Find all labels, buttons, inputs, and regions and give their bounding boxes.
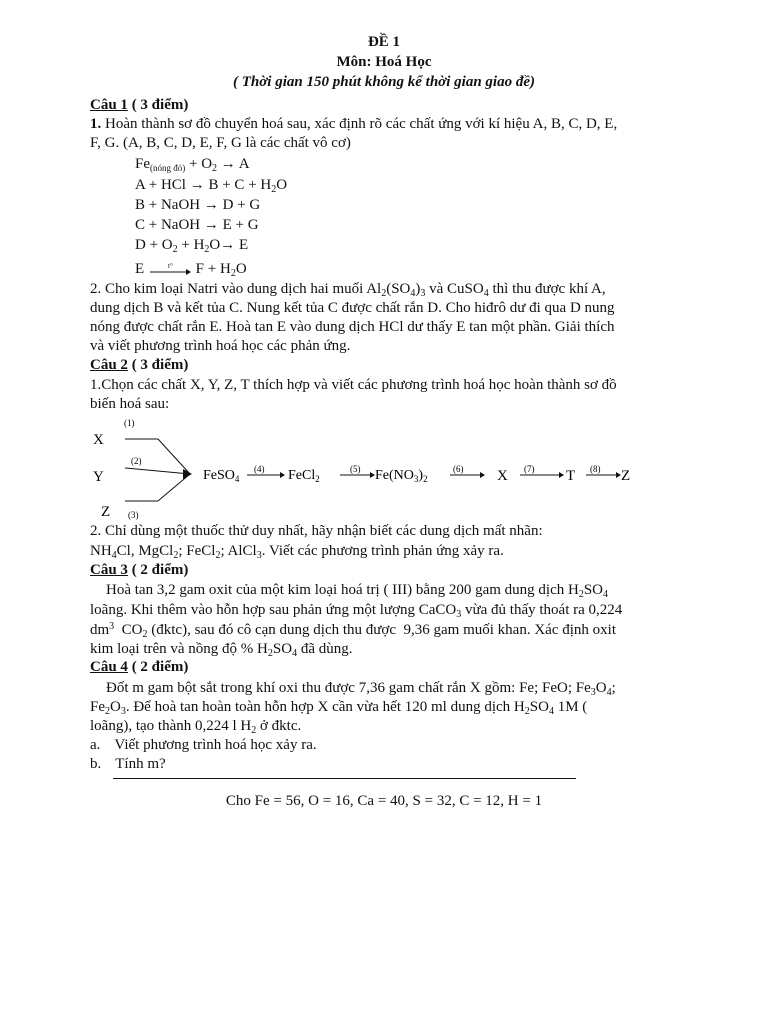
q2-part2-line1: 2. Chỉ dùng một thuốc thử duy nhất, hãy nhận biết các dung dịch mất nhãn: <box>90 523 543 539</box>
diagram-z: Z <box>101 504 111 520</box>
q2-heading: Câu 2 <box>90 357 128 373</box>
q3-line4: kim loại trên và nồng độ % $H_2SO_4$ đã dùng. <box>90 641 353 659</box>
arrow-4-icon <box>280 472 285 478</box>
q4-points: ( 2 điểm) <box>127 659 189 675</box>
diagram-t: T <box>566 468 576 484</box>
q2-heading-line <box>90 356 188 374</box>
q2-part1-line1: 1.Chọn các chất X, Y, Z, T thích hợp và viết các phương trình hoá học hoàn thành sơ đồ <box>90 377 617 393</box>
subject-title: Môn: Hoá Học <box>336 54 432 70</box>
q1-eq4: C + NaOH → E + G <box>135 217 259 233</box>
q1-eq5: $D + O_2 + H_2O\to E$ <box>135 237 249 255</box>
step-6-label: (6) <box>453 464 464 474</box>
exam-number: ĐỀ 1 <box>367 34 401 50</box>
q1-eq2: A + HCl → $B + C + H_2O$ <box>135 177 288 195</box>
q4-heading: Câu 4 <box>90 659 128 675</box>
q4-item-a: a. Viết phương trình hoá học xảy ra. <box>90 737 317 753</box>
diagram-x: X <box>93 432 104 448</box>
q1-part2-line2: dung dịch B và kết tủa C. Nung kết tủa C được chất rắn D. Cho hiđrô dư đi qua D nung <box>90 300 615 316</box>
step-7-label: (7) <box>524 464 535 474</box>
svg-text:t°: t° <box>167 262 173 270</box>
merge-arrowhead-icon <box>183 469 192 479</box>
divider <box>113 778 576 779</box>
conversion-diagram <box>0 415 768 525</box>
q2-points: ( 3 điểm) <box>127 357 189 373</box>
q3-points: ( 2 điểm) <box>127 562 189 578</box>
q3-line1: Hoà tan 3,2 gam oxit của một kim loại hoá trị ( III) bằng 200 gam dung dịch $H_2SO_4$ <box>106 582 608 600</box>
q3-heading: Câu 3 <box>90 562 128 578</box>
q4-line2: $Fe_2O_3$. Để hoà tan hoàn toàn hỗn hợp X cần vừa hết 120 ml dung dịch $H_2SO_4$ 1M ( <box>90 699 588 717</box>
arrow-7-icon <box>559 472 564 478</box>
arrow-6-icon <box>480 472 485 478</box>
arrow-1-diag <box>158 439 190 474</box>
q2-part1-line2: biến hoá sau: <box>90 396 170 412</box>
q4-item-b: b. Tính m? <box>90 756 166 772</box>
step-1-label: (1) <box>124 418 135 428</box>
q1-part2-line4: và viết phương trình hoá học các phản ứng. <box>90 338 351 354</box>
step-5-label: (5) <box>350 464 361 474</box>
q2-part2-line2: $NH_4Cl$, MgCl$_2$; FeCl$_2$; AlCl$_3$. Viết các phương trình phản ứng xảy ra. <box>90 543 504 561</box>
fecl2: FeCl$_2$ <box>288 468 320 484</box>
q3-line2: loãng. Khi thêm vào hỗn hợp sau phản ứng một lượng CaCO$_3$ vừa đủ thấy thoát ra 0,224 <box>90 602 623 620</box>
q1-heading-line <box>90 96 188 114</box>
q1-eq1: $Fe_{(nóng đỏ)} + O_2 \to A$ <box>135 156 250 174</box>
arrow-2 <box>125 468 190 474</box>
q1-points: ( 3 điểm) <box>131 97 189 113</box>
step-8-label: (8) <box>590 464 601 474</box>
step-4-label: (4) <box>254 464 265 474</box>
q1-eq3: B + NaOH → D + G <box>135 197 261 213</box>
feso4: FeSO$_4$ <box>203 468 240 484</box>
q1-part1-line2: F, G. (A, B, C, D, E, F, G là các chất vô cơ) <box>90 135 351 151</box>
diagram-x2: X <box>497 468 508 484</box>
step-2-label: (2) <box>131 456 142 466</box>
atomic-masses-note: Cho Fe = 56, O = 16, Ca = 40, S = 32, C = 12, H = 1 <box>225 793 543 809</box>
q1-part2-line3: nóng được chất rắn E. Hoà tan E vào dung dịch HCl dư thấy E tan một phần. Giải thích <box>90 319 615 335</box>
diagram-z2: Z <box>621 468 631 484</box>
q3-line3: $dm^3$ $CO_2$ (đktc), sau đó cô cạn dung dịch thu được 9,36 gam muối khan. Xác định oxit <box>90 621 616 640</box>
heat-arrow-icon <box>148 263 192 277</box>
q4-line1: Đốt m gam bột sắt trong khí oxi thu được 7,36 gam chất rắn X gồm: Fe; FeO; $Fe_3O_4$; <box>106 680 616 698</box>
q1-eq6: E t° $F + H_2O$ <box>135 261 247 279</box>
arrow-3-diag <box>158 474 190 501</box>
q1-heading: Câu 1 <box>90 97 128 113</box>
q4-heading-line <box>90 658 188 676</box>
q1-part1-line1: 1. Hoàn thành sơ đồ chuyển hoá sau, xác định rõ các chất ứng với kí hiệu A, B, C, D, E, <box>90 116 618 132</box>
q1-part2-line1: 2. Cho kim loại Natri vào dung dịch hai muối $Al_2(SO_4)_3$ và CuSO$_4$ thì thu được khí A, <box>90 281 606 299</box>
diagram-y: Y <box>93 469 104 485</box>
time-note: ( Thời gian 150 phút không kể thời gian giao đề) <box>233 74 535 90</box>
step-3-label: (3) <box>128 510 139 520</box>
q3-heading-line <box>90 561 188 579</box>
q4-line3: loãng), tạo thành 0,224 l $H_2$ ở đktc. <box>90 718 302 736</box>
feno3: $Fe(NO_3)_2$ <box>375 468 428 484</box>
